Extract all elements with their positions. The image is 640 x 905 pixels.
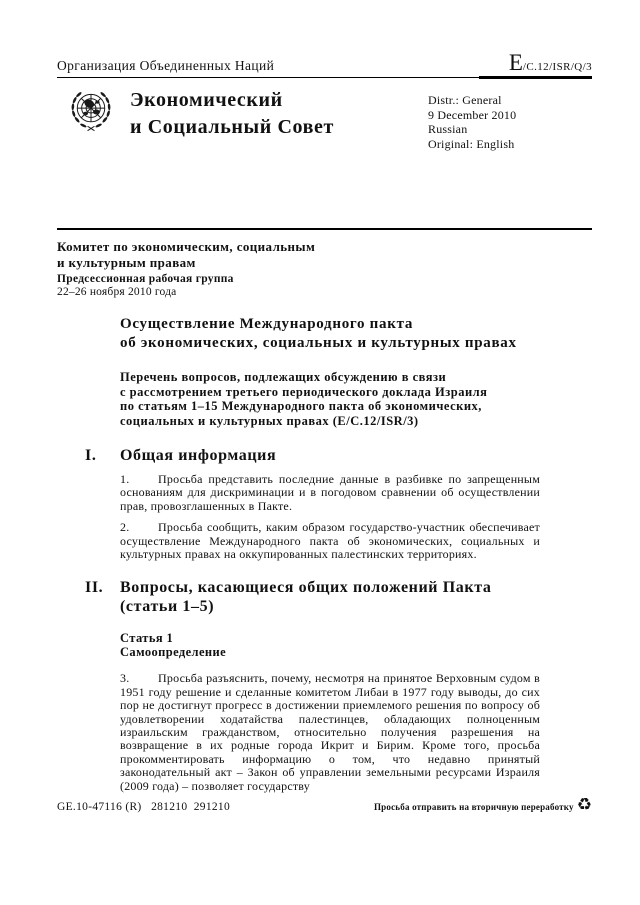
paragraph-3-text: Просьба разъяснить, почему, несмотря на принятое Верховным судом в 1951 году решение и сделанные комитетом Либаи в 1977 году выводы, до сих пор не достигнут прогресс в достижении приемлемого решения по вопросу об удовлетворении ходатайства палестинцев, обладающих полноценным израильским гражданством, относительно получения разрешения на возвращение в их родные города Икрит и Бирим. Кроме того, просьба прокомментировать информацию о том, что недавно принятый законодательный акт – Закон об управлении земельными ресурсами Израиля (2009 года) – позволяет государству	[120, 671, 540, 793]
masthead	[57, 0, 592, 74]
main-column	[85, 315, 540, 793]
committee-block	[57, 239, 592, 299]
document-title-line2: об экономических, социальных и культурных правах	[120, 334, 517, 351]
article-label: Статья 1	[120, 631, 174, 646]
paragraph-2	[120, 521, 540, 561]
document-subtitle-line1: Перечень вопросов, подлежащих обсуждению в связи	[120, 370, 447, 384]
paragraph-1-text: Просьба представить последние данные в разбивке по запрещенным основаниям для дискриминации и в погодовом сравнении об осуществлении прав, провозглашенных в Пакте.	[120, 472, 540, 513]
section-1-heading-text: Общая информация	[120, 447, 277, 464]
committee-name-line1: Комитет по экономическим, социальным	[57, 239, 316, 254]
un-org-name: Организация Объединенных Наций	[57, 58, 275, 73]
document-title-line1: Осуществление Международного пакта	[120, 316, 414, 332]
header-rule-thick-segment	[479, 76, 592, 79]
distr-date: 9 December 2010	[428, 107, 517, 122]
page-footer	[57, 797, 592, 814]
recycle-note-text: Просьба отправить на вторичную переработку	[373, 802, 574, 812]
recycle-icon: ♻	[576, 795, 592, 815]
document-subtitle	[120, 370, 540, 428]
header-bank	[57, 86, 592, 151]
committee-name-line2: и культурным правам	[57, 254, 196, 270]
paragraph-1-number: 1.	[120, 472, 130, 486]
header-rule	[57, 77, 592, 78]
distribution-block	[428, 86, 592, 151]
paragraph-2-number: 2.	[120, 520, 130, 535]
document-subtitle-line2: с рассмотрением третьего периодического доклада Израиля	[120, 384, 488, 399]
section-1-numeral: I.	[85, 447, 97, 464]
council-title	[130, 86, 334, 151]
document-subtitle-line3: по статьям 1–15 Международного пакта об экономических,	[120, 399, 482, 413]
article-title: Самоопределение	[120, 644, 227, 659]
section-2-heading-line2: (статьи 1–5)	[120, 598, 215, 616]
working-group-label: Предсессионная рабочая группа	[57, 273, 234, 285]
section-1-heading	[85, 446, 540, 465]
paragraph-3-number: 3.	[120, 671, 130, 686]
section-2-numeral: II.	[85, 579, 104, 597]
document-subtitle-line4: социальных и культурных правах (E/C.12/ISR/3)	[120, 413, 419, 428]
document-symbol-rest: /C.12/ISR/Q/3	[522, 61, 592, 73]
section-rule	[57, 228, 592, 230]
paragraph-1	[120, 473, 540, 513]
document-symbol	[509, 51, 592, 74]
paragraph-3	[120, 672, 540, 793]
document-title	[120, 315, 540, 352]
council-title-line1: Экономический	[130, 89, 283, 111]
un-emblem-icon	[64, 87, 118, 137]
council-title-line2: и Социальный Совет	[130, 116, 334, 138]
document-symbol-series-letter: E	[508, 50, 523, 75]
session-dates: 22–26 ноября 2010 года	[57, 286, 177, 298]
recycle-notice	[374, 797, 592, 814]
paragraph-2-text: Просьба сообщить, каким образом государство-участник обеспечивает осуществление Международного пакта об экономических, социальных и культурных правах на оккупированных палестинских территориях.	[120, 520, 540, 562]
article-heading	[120, 632, 540, 659]
section-2-heading-line1: Вопросы, касающиеся общих положений Пакта	[120, 579, 492, 597]
distr-language: Russian	[428, 122, 468, 136]
distr-line: Distr.: General	[428, 93, 502, 107]
footer-docref: GE.10-47116 (R) 281210 291210	[57, 801, 231, 813]
section-2-heading	[85, 578, 540, 616]
distr-original: Original: English	[428, 136, 515, 151]
